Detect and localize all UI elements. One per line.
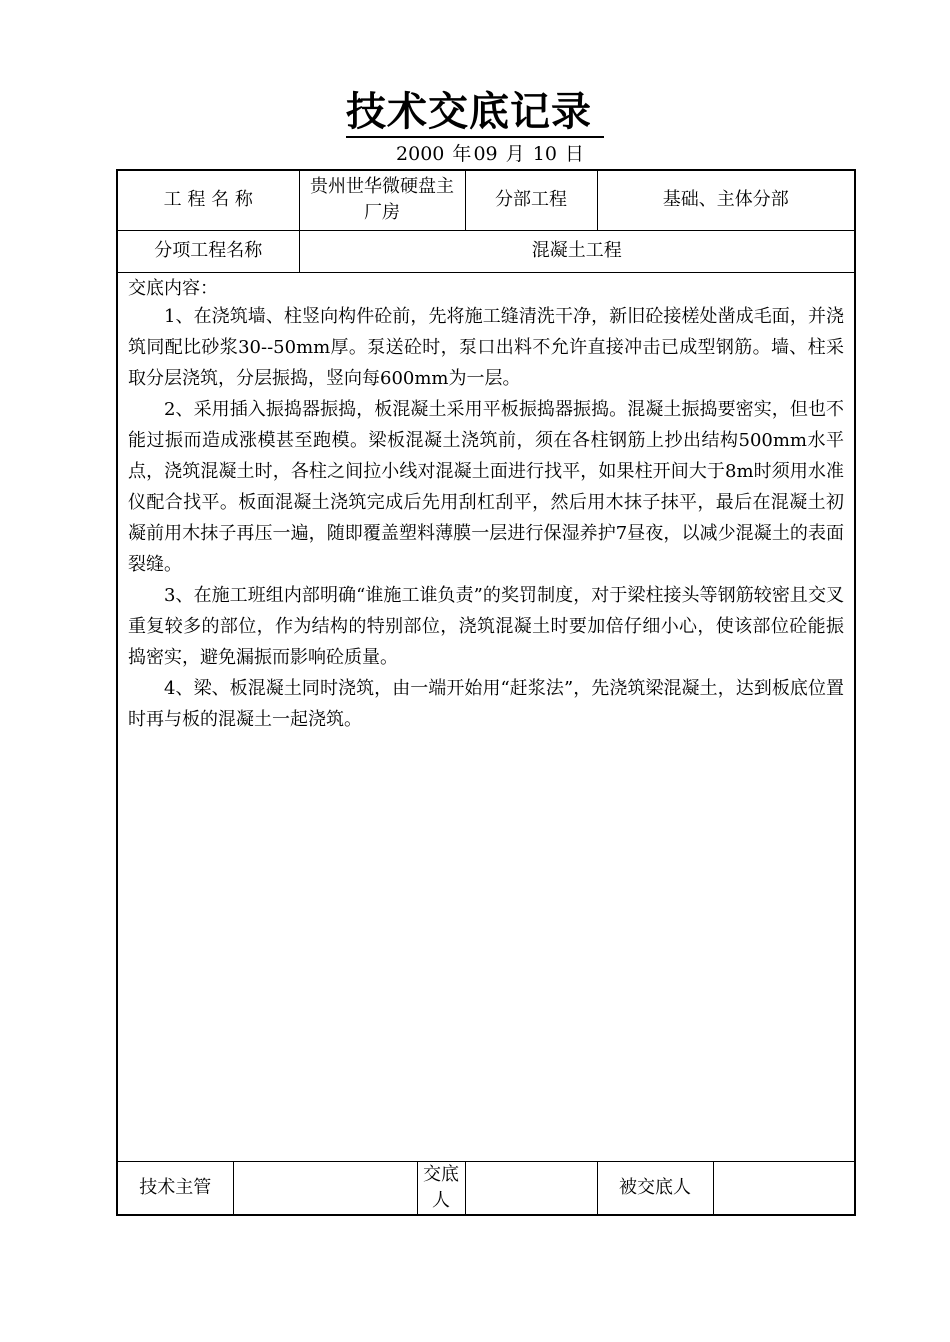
subitem-value: 混凝土工程: [299, 230, 855, 272]
subitem-row: [117, 230, 855, 272]
content-paragraph-3: 3、在施工班组内部明确“谁施工谁负责”的奖罚制度，对于梁柱接头等钢筋较密且交叉重复较多的部位，作为结构的特别部位，浇筑混凝土时要加倍仔细小心，使该部位砼能振捣密实，避免漏振而影响砼质量。: [128, 584, 845, 668]
division-value: 基础、主体分部: [597, 170, 855, 230]
content-label: 交底内容：: [128, 277, 218, 299]
tech-supervisor-value: [233, 1162, 417, 1216]
tech-supervisor-label: 技术主管: [117, 1162, 233, 1216]
discloser-value: [465, 1162, 597, 1216]
content-paragraph-4: 4、梁、板混凝土同时浇筑，由一端开始用“赶浆法”，先浇筑梁混凝土，达到板底位置时再与板的混凝土一起浇筑。: [128, 677, 845, 730]
content-paragraph-1: 1、在浇筑墙、柱竖向构件砼前，先将施工缝清洗干净，新旧砼接槎处凿成毛面，并浇筑同配比砂浆30--50mm厚。泵送砼时，泵口出料不允许直接冲击已成型钢筋。墙、柱采取分层浇筑，分层振捣，竖向每600mm为一层。: [128, 305, 845, 389]
date-month-unit: 月: [505, 143, 525, 165]
discloser-label: 交底人: [417, 1162, 465, 1216]
signature-row: [117, 1162, 855, 1216]
disclosure-form-table: [116, 169, 856, 1216]
content-paragraph-2: 2、采用插入振捣器振捣，板混凝土采用平板振捣器振捣。混凝土振捣要密实，但也不能过振而造成涨模甚至跑模。梁板混凝土浇筑前，须在各柱钢筋上抄出结构500mm水平点，浇筑混凝土时，各柱之间拉小线对混凝土面进行找平，如果柱开间大于8m时须用水准仪配合找平。板面混凝土浇筑完成后先用刮杠刮平，然后用木抹子抹平，最后在混凝土初凝前用木抹子再压一遍，随即覆盖塑料薄膜一层进行保湿养护7昼夜，以减少混凝土的表面裂缝。: [128, 398, 845, 575]
date-year: 2000: [396, 143, 445, 165]
document-date: [0, 140, 950, 168]
project-name-label: 工 程 名 称: [117, 170, 299, 230]
document-title: 技术交底记录: [0, 88, 950, 136]
subitem-label: 分项工程名称: [117, 230, 299, 272]
project-row: [117, 170, 855, 230]
division-label: 分部工程: [465, 170, 597, 230]
date-day-unit: 日: [564, 143, 584, 165]
date-year-unit: 年: [452, 143, 472, 165]
content-row: [117, 272, 855, 1162]
recipient-value: [713, 1162, 855, 1216]
project-name-value: 贵州世华微硬盘主厂房: [299, 170, 465, 230]
date-day: 10: [532, 143, 557, 165]
recipient-label: 被交底人: [597, 1162, 713, 1216]
disclosure-content: [117, 272, 855, 1162]
date-month: 09: [473, 143, 498, 165]
